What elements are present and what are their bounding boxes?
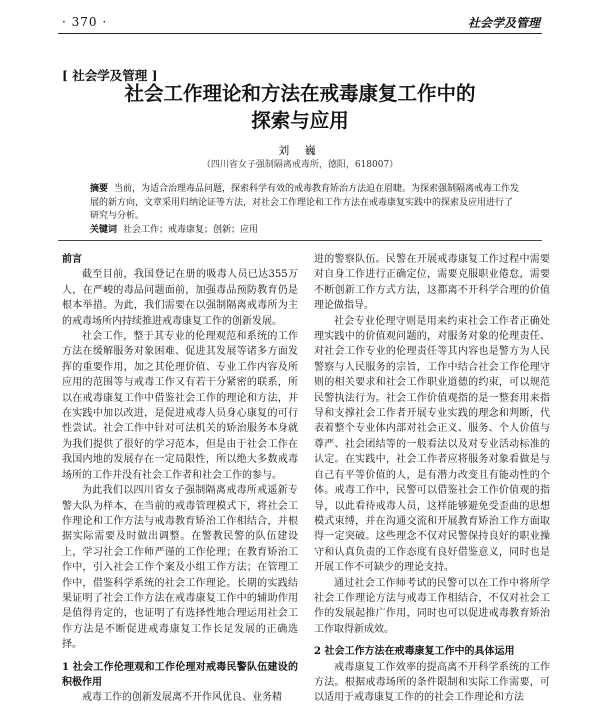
right-column <box>314 252 550 706</box>
title-line-2: 探索与应用 <box>251 109 349 132</box>
section-heading-2: 2 社会工作方法在戒毒康复工作中的具体运用 <box>314 646 515 658</box>
affiliation: （四川省女子强制隔离戒毒所，德阳，618007） <box>201 160 399 170</box>
paragraph: 为此我们以四川省女子强制隔离戒毒所戒遥新专警大队为样本，在当前的戒毒管理模式下，将社会工作理论和工作方法与戒毒教育矫治工作相结合，并根据实际需要及时做出调整。在警教民警的队伍建设上，学习社会工作师严谨的工作伦理；在教育矫治工作中，引入社会工作个案及小组工作方法；在管理工作中，借鉴科学系统的社会工作理论。长期的实践结果证明了社会工作方法在戒毒康复工作中的辅助作用是值得肯定的，也证明了有选择性地合理运用社会工作方法是不断促进戒毒康复工作长足发展的正确选择。 <box>62 485 298 651</box>
abstract-label: 摘要 <box>90 184 109 194</box>
author: 刘 巍 <box>278 144 322 157</box>
intro-heading: 前言 <box>62 254 82 265</box>
keywords-text: 社会工作；戒毒康复；创新；应用 <box>123 225 259 235</box>
paragraph: 社会工作，整于其专业的伦理观范和系统的工作方法在缓解服务对象困难、促进其发展等诸多方面发挥的重要作用，加之其伦理价值、专业工作内容及所应用的范围等与戒毒工作又有若干分紧密的联系，所以在戒毒康复工作中借鉴社会工作的理论和方法，并在实践中加以改进，是促进戒毒人员身心康复的可行性尝试。社会工作中针对可法机关的矫治服务本身就为我们提供了很好的学习范本，但是由于社会工作在我国内地的发展存在一定局限性，所以绝大多数戒毒场所的工作并没有社会工作者和社会工作的参与。 <box>62 331 298 481</box>
paragraph: 戒毒康复工作效率的提高离不开科学系统的工作方法。根据戒毒场所的条件限制和实际工作需要，可以适用于戒毒康复工作的的社会工作理论和方法 <box>314 661 550 704</box>
paragraph: 进的警察队伍。民警在开展戒毒康复工作过程中需要对自身工作进行正确定位，需要克服职业倦怠，需要不断创新工作方式方法，这都离不开科学合理的价值理论做指导。 <box>314 254 550 312</box>
paragraph: 截至目前，我国登记在册的吸毒人员已达355万人，在严峻的毒品问题面前，加强毒品预防教育仍是根本举措。为此，我们需要在以强制隔离戒毒所为主的戒毒场所内持续推进戒毒康复工作的创新发展。 <box>62 269 298 327</box>
section-heading-1: 1 社会工作伦理观和工作伦理对戒毒民警队伍建设的积极作用 <box>62 661 298 688</box>
divider <box>58 240 542 241</box>
abstract-text: 当前，为适合治理毒品问题，探索科学有效的戒毒教育矫治方法迫在眉睫。为探索强制隔离戒毒工作发展的新方向，文章采用归纳论证等方法，对社会工作理论和工作方法在戒毒康复实践中的探索及应用进行了研究与分析。 <box>90 184 520 221</box>
page-number: · 370 · <box>62 15 108 29</box>
header-rule <box>58 33 542 34</box>
abstract <box>90 183 520 224</box>
title-line-1: 社会工作理论和方法在戒毒康复工作中的 <box>124 82 476 105</box>
section-tag: [ 社会学及管理 ] <box>62 68 158 83</box>
article-title <box>0 80 600 134</box>
keywords <box>90 222 520 235</box>
running-header: 社会学及管理 <box>467 16 540 30</box>
keywords-label: 关键词 <box>90 225 118 235</box>
paragraph: 社会专业伦理守则是用来约束社会工作者正确处理实践中的价值观问题的，对服务对象的伦理责任、对社会工作专业的伦理责任等其内容也是警方为人民警察与人民服务的宗旨，工作中结合社会工作伦理守则的相关要求和社会工作职业道德的约束，可以规范民警执法行为。社会工作价值观指的是一整套用来指导和支撑社会工作者开展专业实践的理念和判断，代表着整个专业体内部对社会正义、服务、个人价值与尊严、社会团结等的一般看法以及对专业活动标准的认定。在实践中，社会工作者应将服务对象看做是与自己有平等价值的人，是有潜力改变且有能动性的个体。戒毒工作中，民警可以借鉴社会工作价值观的指导，以此看待戒毒人员，这样能够避免受歪曲的思想模式束缚，并在沟通交流和开展教育矫治工作方面取得一定突破。这些理念不仅对民警保持良好的职业操守和认真负责的工作态度有良好借鉴意义，同时也是开展工作不可缺少的理论支持。 <box>314 315 550 574</box>
paragraph: 通过社会工作师考试的民警可以在工作中将所学社会工作理论方法与戒毒工作相结合，不仅对社会工作的发展起推广作用，同时也可以促进戒毒教育矫治工作取得新成效。 <box>314 577 550 635</box>
paragraph: 戒毒工作的创新发展离不开作风优良、业务精 <box>82 692 282 704</box>
left-column <box>62 252 298 706</box>
